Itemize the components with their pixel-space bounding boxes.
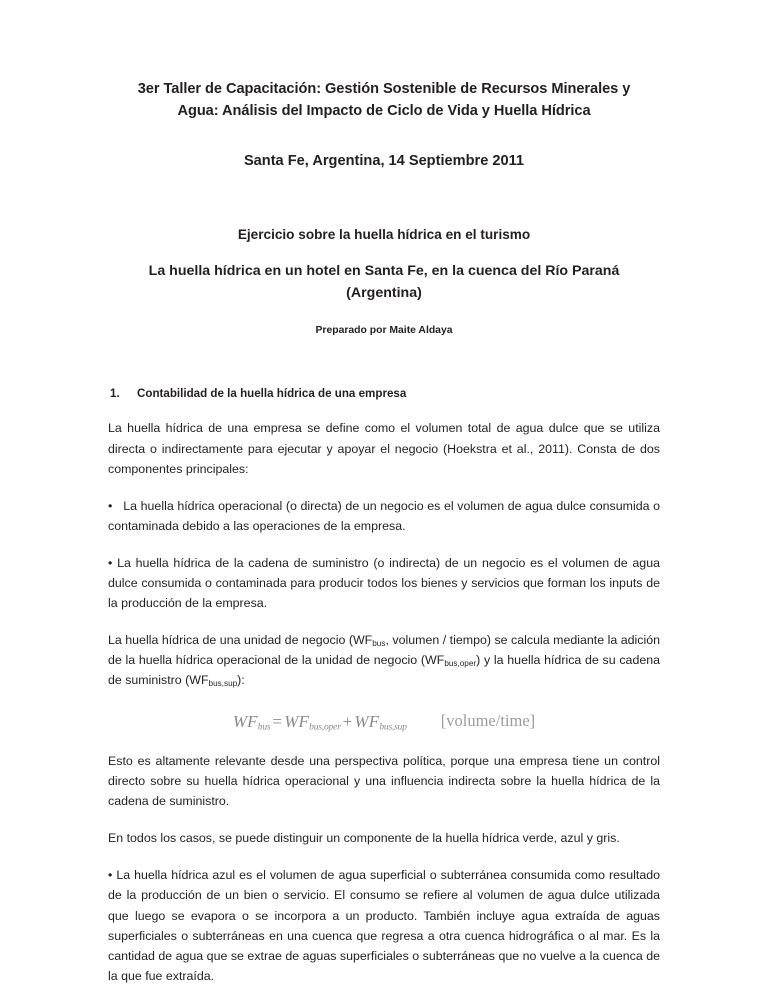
hotel-case-title bbox=[108, 245, 660, 304]
bullet-marker-icon: • bbox=[108, 498, 113, 513]
section-heading-1 bbox=[108, 338, 660, 400]
equation-block bbox=[108, 691, 660, 734]
unit-calc-subscript-bus-sup: bus,sup bbox=[208, 679, 238, 689]
paragraph-footprint-components: En todos los casos, se puede distinguir un componente de la huella hídrica verde, azul y gris. bbox=[108, 831, 620, 846]
equation-term2-subscript: bus,sup bbox=[379, 721, 407, 732]
unit-calc-part-1: La huella hídrica de una unidad de negocio (WF bbox=[108, 633, 373, 648]
water-footprint-equation bbox=[233, 712, 407, 732]
workshop-title-line-1: 3er Taller de Capacitación: Gestión Sostenible de Recursos Minerales y bbox=[137, 81, 631, 97]
workshop-place-date: Santa Fe, Argentina, 14 Septiembre 2011 bbox=[243, 153, 525, 170]
bullet-marker-icon: • bbox=[108, 868, 113, 883]
author-credit: Preparado por Maite Aldaya bbox=[315, 324, 453, 336]
unit-calc-part-4: ): bbox=[237, 673, 245, 688]
bullet-supply-chain-footprint bbox=[108, 536, 660, 613]
unit-calc-subscript-bus-oper: bus,oper bbox=[444, 659, 477, 669]
bullet-marker-icon: • bbox=[108, 555, 113, 570]
hotel-case-title-line-1: La huella hídrica en un hotel en Santa Fe, en la cuenca del Río Paraná bbox=[148, 262, 620, 279]
workshop-title bbox=[108, 0, 660, 122]
bullet-blue-text: La huella hídrica azul es el volumen de agua superficial o subterránea consumida como resultado de la producción de un bien o servicio. El consumo se refiere al volumen de agua dulce utilizada que luego se evapora o se incorpora a un producto. También incluye agua extraída de aguas superficiales o subterráneas en una cuenca que regresa a otra cuenca hidrográfica o al mar. Es la cantidad de agua que se extrae de aguas superficiales o subterráneas que no vuelve a la cuenca de la que fue extraída. bbox=[108, 868, 660, 983]
section-number: 1. bbox=[110, 387, 120, 401]
unit-calc-part-3: ) y la huella hídrica de su cadena de suministro (WF bbox=[108, 653, 661, 688]
paragraph-unit-calculation bbox=[108, 613, 660, 690]
equation-lhs-subscript: bus bbox=[257, 721, 271, 732]
unit-calc-part-2: , volumen / tiempo) se calcula mediante la adición de la huella hídrica operacional de la unidad de negocio (WF bbox=[108, 633, 660, 668]
equation-units-label: [volume/time] bbox=[440, 710, 536, 730]
document-content bbox=[108, 0, 660, 986]
paragraph-intro: La huella hídrica de una empresa se define como el volumen total de agua dulce que se utiliza directa o indirectamente para ejecutar y apoyar el negocio (Hoekstra et al., 2011). Consta de dos componentes principales: bbox=[108, 421, 660, 476]
hotel-case-title-line-2: (Argentina) bbox=[346, 284, 422, 301]
equation-plus-sign: + bbox=[342, 711, 353, 731]
bullet-blue-water-footprint bbox=[108, 848, 660, 986]
bullet-supply-chain-text: La huella hídrica de la cadena de suministro (o indirecta) de un negocio es el volumen de agua dulce consumida o contaminada para producir todos los bienes y servicios que forman los inputs de la producción de la empresa. bbox=[108, 555, 660, 611]
bullet-operational-text: La huella hídrica operacional (o directa) de un negocio es el volumen de agua dulce consumida o contaminada debido a las operaciones de la empresa. bbox=[108, 498, 661, 533]
paragraph-policy-relevance: Esto es altamente relevante desde una perspectiva política, porque una empresa tiene un control directo sobre su huella hídrica operacional y una influencia indirecta sobre la huella hídrica de la cadena de suministro. bbox=[108, 753, 660, 809]
equation-equals-sign: = bbox=[272, 711, 283, 731]
exercise-title: Ejercicio sobre la huella hídrica en el turismo bbox=[237, 226, 531, 242]
bullet-operational-footprint bbox=[108, 479, 660, 536]
workshop-title-line-2: Agua: Análisis del Impacto de Ciclo de Vida y Huella Hídrica bbox=[177, 103, 591, 120]
section-title: Contabilidad de la huella hídrica de una empresa bbox=[137, 387, 407, 401]
equation-term1-subscript: bus,oper bbox=[309, 721, 341, 732]
equation-term2-symbol: WF bbox=[354, 711, 380, 731]
equation-term1-symbol: WF bbox=[284, 711, 310, 731]
equation-lhs-symbol: WF bbox=[232, 711, 258, 731]
unit-calc-subscript-bus: bus bbox=[372, 639, 386, 649]
